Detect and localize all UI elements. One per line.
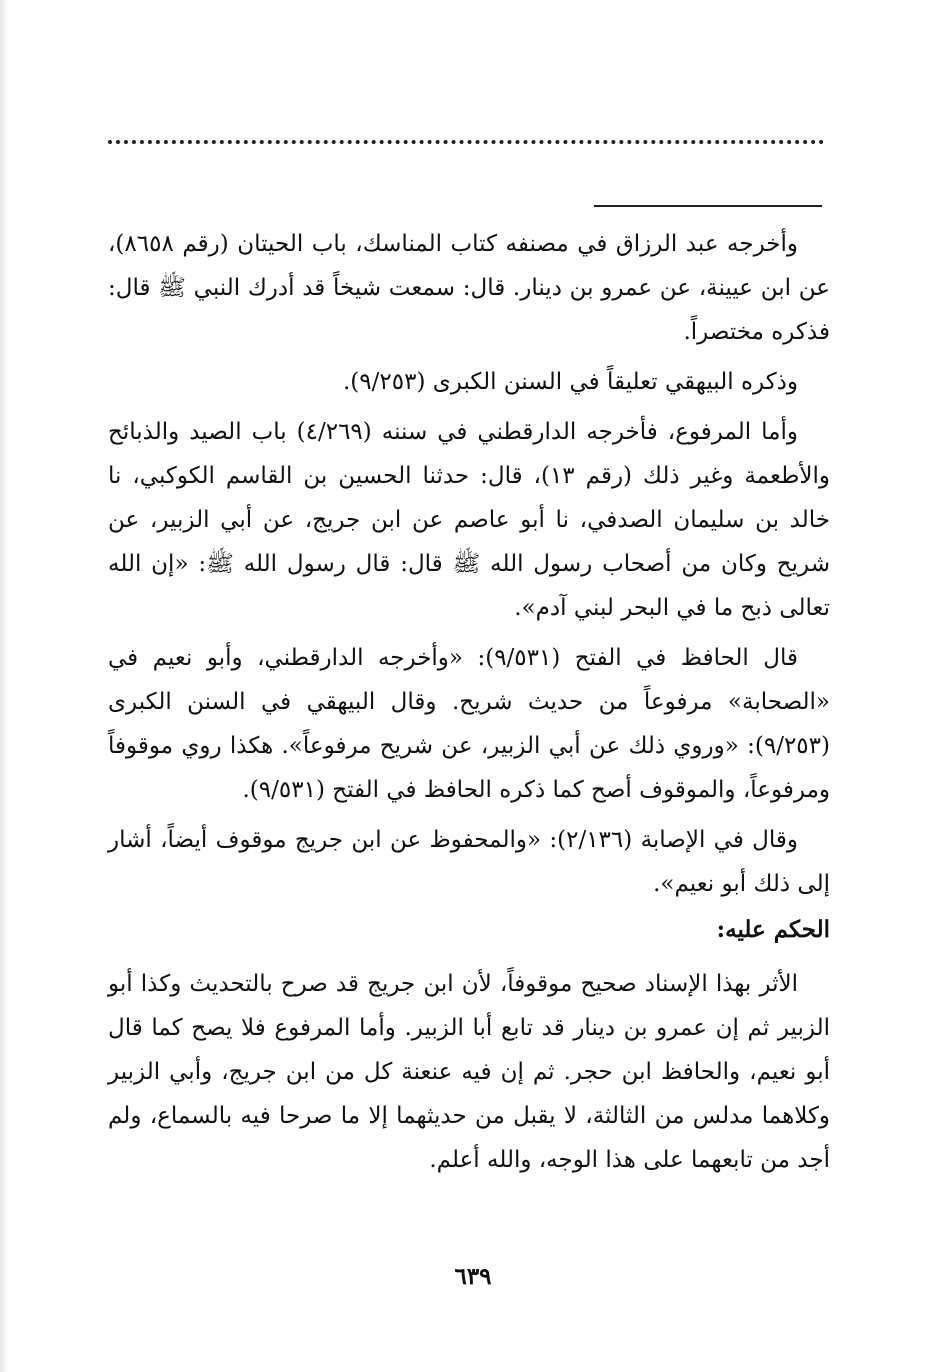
footnote-text xyxy=(108,222,830,1182)
page-number: ٦٣٩ xyxy=(454,1263,492,1290)
paragraph-hafiz: قال الحافظ في الفتح (٩/٥٣١): «وأخرجه الدارقطني، وأبو نعيم في «الصحابة» مرفوعاً من حديث شريح. وقال البيهقي في السنن الكبرى (٩/٢٥٣): «وروي ذلك عن أبي الزبير، عن شريح مرفوعاً». هكذا روي موقوفاً ومرفوعاً، والموقوف أصح كما ذكره الحافظ في الفتح (٩/٥٣١). xyxy=(108,645,830,803)
paragraph-bayhaqi: وذكره البيهقي تعليقاً في السنن الكبرى (٩/٢٥٣). xyxy=(343,369,798,395)
paragraph-isabah: وقال في الإصابة (٢/١٣٦): «والمحفوظ عن ابن جريج موقوف أيضاً، أشار إلى ذلك أبو نعيم». xyxy=(108,827,830,897)
footnote-rule xyxy=(594,205,822,207)
page-edge-shadow xyxy=(0,0,8,1372)
paragraph-marfu: وأما المرفوع، فأخرجه الدارقطني في سننه (٤/٢٦٩) باب الصيد والذبائح والأطعمة وغير ذلك (رقم ١٣)، قال: حدثنا الحسين بن القاسم الكوكبي، نا خالد بن سليمان الصدفي، نا أبو عاصم عن ابن جريج، عن أبي الزبير، عن شريح وكان من أصحاب رسول الله ﷺ قال: قال رسول الله ﷺ: «إن الله تعالى ذبح ما في البحر لبني آدم». xyxy=(108,419,830,621)
paragraph-verdict: الأثر بهذا الإسناد صحيح موقوفاً، لأن ابن جريج قد صرح بالتحديث وكذا أبو الزبير ثم إن عمرو بن دينار قد تابع أبا الزبير. وأما المرفوع فلا يصح كما قال أبو نعيم، والحافظ ابن حجر. ثم إن فيه عنعنة كل من ابن جريج، وأبي الزبير وكلاهما مدلس من الثالثة، لا يقبل من حديثهما إلا ما صرحا فيه بالسماع، ولم أجد من تابعهما على هذا الوجه، والله أعلم. xyxy=(108,971,830,1173)
paragraph-abdurrazzaq: وأخرجه عبد الرزاق في مصنفه كتاب المناسك، باب الحيتان (رقم ٨٦٥٨)، عن ابن عيينة، عن عمرو بن دينار. قال: سمعت شيخاً قد أدرك النبي ﷺ قال: فذكره مختصراً. xyxy=(108,231,830,345)
section-heading: الحكم عليه: xyxy=(716,916,830,943)
dotted-separator xyxy=(108,140,824,144)
